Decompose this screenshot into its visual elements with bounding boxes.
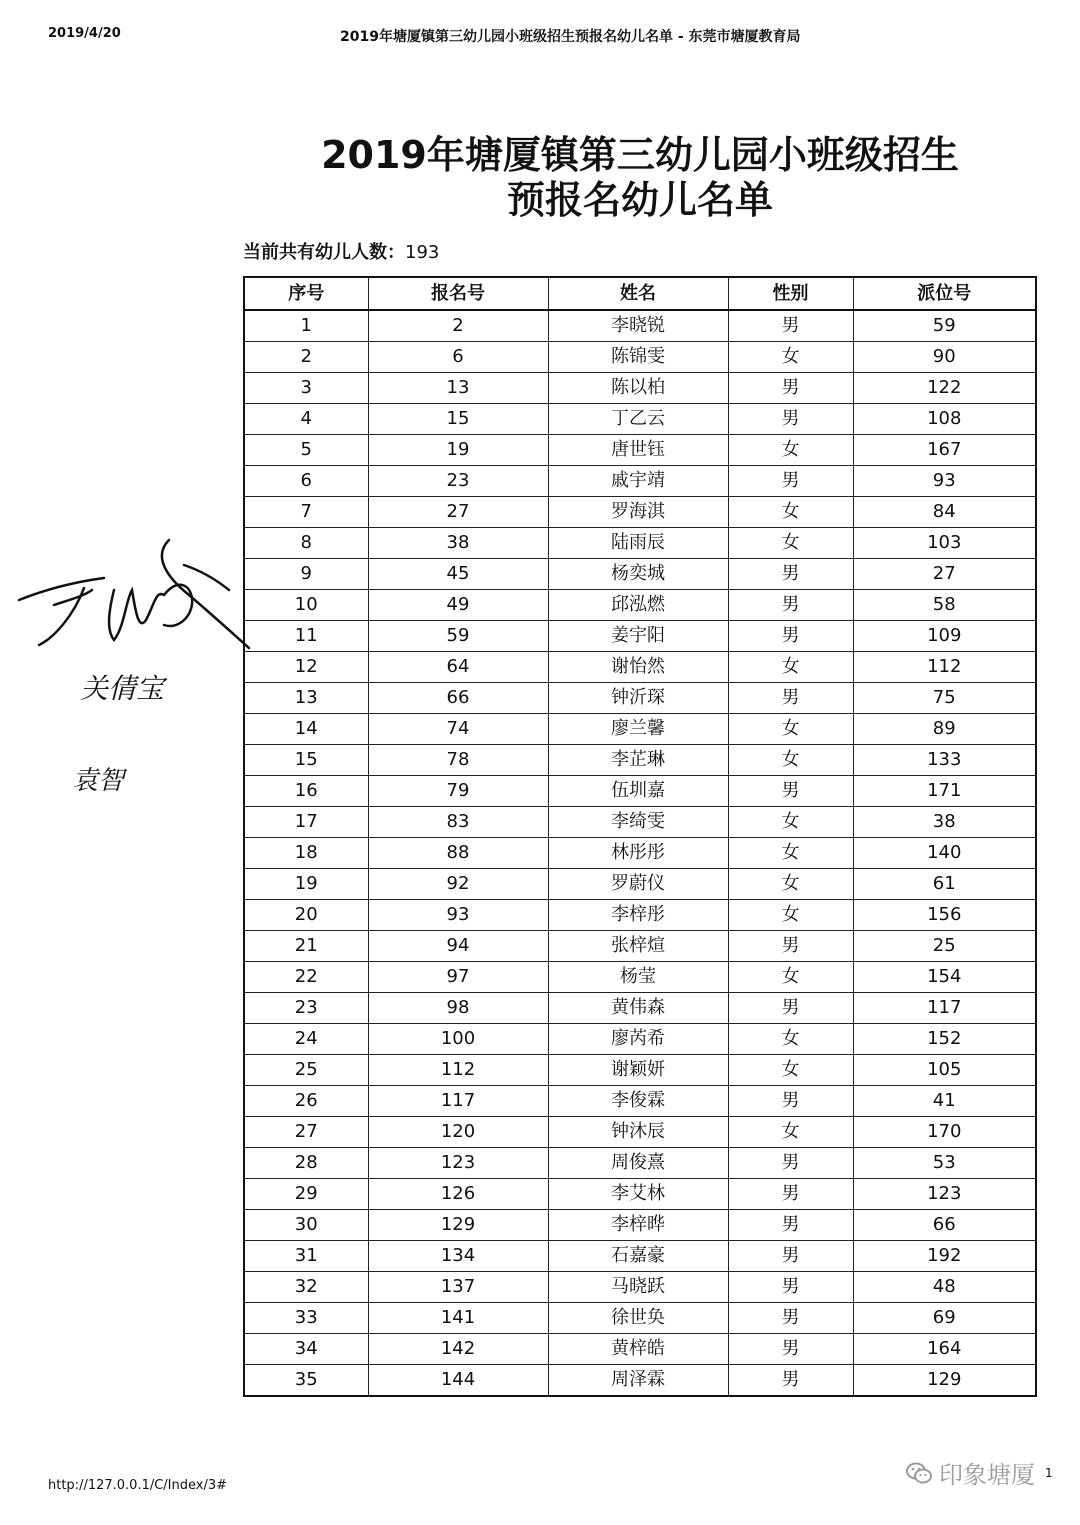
cell-lottery-no: 167	[853, 435, 1036, 466]
cell-gender: 女	[728, 962, 853, 993]
cell-gender: 男	[728, 310, 853, 342]
table-row	[244, 466, 1036, 497]
cell-name: 李艾林	[548, 1179, 728, 1210]
table-row	[244, 1272, 1036, 1303]
cell-gender: 女	[728, 528, 853, 559]
cell-lottery-no: 109	[853, 621, 1036, 652]
cell-gender: 男	[728, 1365, 853, 1397]
cell-gender: 男	[728, 1272, 853, 1303]
cell-reg-no: 49	[368, 590, 548, 621]
cell-seq: 32	[244, 1272, 368, 1303]
cell-gender: 女	[728, 807, 853, 838]
cell-reg-no: 74	[368, 714, 548, 745]
cell-gender: 女	[728, 435, 853, 466]
cell-reg-no: 2	[368, 310, 548, 342]
cell-seq: 22	[244, 962, 368, 993]
cell-name: 周泽霖	[548, 1365, 728, 1397]
cell-seq: 4	[244, 404, 368, 435]
cell-lottery-no: 192	[853, 1241, 1036, 1272]
table-row	[244, 776, 1036, 807]
table-row	[244, 1086, 1036, 1117]
cell-reg-no: 98	[368, 993, 548, 1024]
table-row	[244, 931, 1036, 962]
cell-lottery-no: 156	[853, 900, 1036, 931]
cell-name: 陈锦雯	[548, 342, 728, 373]
cell-gender: 男	[728, 1334, 853, 1365]
cell-reg-no: 117	[368, 1086, 548, 1117]
cell-gender: 男	[728, 1179, 853, 1210]
cell-seq: 30	[244, 1210, 368, 1241]
cell-reg-no: 78	[368, 745, 548, 776]
cell-seq: 29	[244, 1179, 368, 1210]
table-row	[244, 1334, 1036, 1365]
cell-gender: 男	[728, 621, 853, 652]
document-title-line2: 预报名幼儿名单	[506, 178, 773, 222]
cell-name: 李晓锐	[548, 310, 728, 342]
table-row	[244, 900, 1036, 931]
table-row	[244, 745, 1036, 776]
cell-reg-no: 13	[368, 373, 548, 404]
cell-gender: 男	[728, 1086, 853, 1117]
cell-name: 伍圳嘉	[548, 776, 728, 807]
cell-reg-no: 27	[368, 497, 548, 528]
cell-name: 石嘉豪	[548, 1241, 728, 1272]
cell-seq: 6	[244, 466, 368, 497]
wechat-icon	[905, 1460, 933, 1486]
cell-gender: 女	[728, 1024, 853, 1055]
header-reg-no: 报名号	[368, 277, 548, 310]
cell-name: 陈以柏	[548, 373, 728, 404]
cell-gender: 女	[728, 342, 853, 373]
cell-seq: 3	[244, 373, 368, 404]
table-row	[244, 1210, 1036, 1241]
table-row	[244, 1148, 1036, 1179]
cell-name: 丁乙云	[548, 404, 728, 435]
table-row	[244, 1024, 1036, 1055]
table-row	[244, 652, 1036, 683]
cell-reg-no: 129	[368, 1210, 548, 1241]
cell-reg-no: 142	[368, 1334, 548, 1365]
cell-lottery-no: 105	[853, 1055, 1036, 1086]
header-seq: 序号	[244, 277, 368, 310]
cell-lottery-no: 69	[853, 1303, 1036, 1334]
cell-gender: 男	[728, 776, 853, 807]
cell-reg-no: 45	[368, 559, 548, 590]
cell-lottery-no: 123	[853, 1179, 1036, 1210]
cell-reg-no: 100	[368, 1024, 548, 1055]
cell-gender: 男	[728, 373, 853, 404]
cell-name: 李俊霖	[548, 1086, 728, 1117]
cell-seq: 9	[244, 559, 368, 590]
cell-gender: 女	[728, 1055, 853, 1086]
cell-seq: 33	[244, 1303, 368, 1334]
cell-lottery-no: 27	[853, 559, 1036, 590]
table-row	[244, 869, 1036, 900]
cell-reg-no: 6	[368, 342, 548, 373]
cell-name: 陆雨辰	[548, 528, 728, 559]
cell-lottery-no: 58	[853, 590, 1036, 621]
table-row	[244, 1365, 1036, 1397]
cell-lottery-no: 133	[853, 745, 1036, 776]
document-title-line1: 2019年塘厦镇第三幼儿园小班级招生	[321, 133, 959, 177]
header-gender: 性别	[728, 277, 853, 310]
cell-reg-no: 126	[368, 1179, 548, 1210]
page-mark: 1	[1045, 1465, 1053, 1480]
cell-lottery-no: 117	[853, 993, 1036, 1024]
table-row	[244, 342, 1036, 373]
table-row	[244, 683, 1036, 714]
cell-name: 谢怡然	[548, 652, 728, 683]
cell-reg-no: 64	[368, 652, 548, 683]
enrollment-table	[243, 276, 1037, 1397]
cell-reg-no: 112	[368, 1055, 548, 1086]
table-row	[244, 1117, 1036, 1148]
cell-gender: 男	[728, 590, 853, 621]
cell-name: 廖芮希	[548, 1024, 728, 1055]
cell-name: 李绮雯	[548, 807, 728, 838]
cell-lottery-no: 122	[853, 373, 1036, 404]
cell-reg-no: 23	[368, 466, 548, 497]
footer-url: http://127.0.0.1/C/Index/3#	[48, 1478, 228, 1493]
cell-name: 杨奕城	[548, 559, 728, 590]
cell-lottery-no: 93	[853, 466, 1036, 497]
cell-seq: 14	[244, 714, 368, 745]
cell-seq: 10	[244, 590, 368, 621]
cell-lottery-no: 89	[853, 714, 1036, 745]
cell-reg-no: 94	[368, 931, 548, 962]
table-row	[244, 1055, 1036, 1086]
header-name: 姓名	[548, 277, 728, 310]
cell-gender: 女	[728, 652, 853, 683]
cell-seq: 8	[244, 528, 368, 559]
table-row	[244, 528, 1036, 559]
cell-seq: 31	[244, 1241, 368, 1272]
cell-lottery-no: 61	[853, 869, 1036, 900]
cell-seq: 17	[244, 807, 368, 838]
cell-name: 张梓煊	[548, 931, 728, 962]
cell-name: 徐世奂	[548, 1303, 728, 1334]
table-header-row	[244, 277, 1036, 310]
cell-name: 黄梓皓	[548, 1334, 728, 1365]
cell-name: 李芷琳	[548, 745, 728, 776]
cell-seq: 20	[244, 900, 368, 931]
cell-gender: 女	[728, 900, 853, 931]
cell-name: 黄伟森	[548, 993, 728, 1024]
cell-gender: 男	[728, 683, 853, 714]
table-row	[244, 373, 1036, 404]
cell-gender: 男	[728, 993, 853, 1024]
cell-reg-no: 93	[368, 900, 548, 931]
cell-lottery-no: 108	[853, 404, 1036, 435]
cell-reg-no: 59	[368, 621, 548, 652]
cell-name: 邱泓燃	[548, 590, 728, 621]
cell-seq: 19	[244, 869, 368, 900]
cell-seq: 7	[244, 497, 368, 528]
cell-lottery-no: 41	[853, 1086, 1036, 1117]
cell-lottery-no: 53	[853, 1148, 1036, 1179]
cell-name: 李梓晔	[548, 1210, 728, 1241]
cell-reg-no: 38	[368, 528, 548, 559]
cell-gender: 男	[728, 1148, 853, 1179]
table-body	[244, 310, 1036, 1396]
table-row	[244, 310, 1036, 342]
child-count-value: 193	[405, 242, 440, 263]
cell-lottery-no: 25	[853, 931, 1036, 962]
cell-gender: 女	[728, 838, 853, 869]
cell-reg-no: 123	[368, 1148, 548, 1179]
table-row	[244, 807, 1036, 838]
signature-3: 袁智	[72, 766, 125, 796]
cell-gender: 女	[728, 745, 853, 776]
cell-seq: 5	[244, 435, 368, 466]
table-row	[244, 559, 1036, 590]
cell-lottery-no: 38	[853, 807, 1036, 838]
cell-lottery-no: 112	[853, 652, 1036, 683]
table-row	[244, 621, 1036, 652]
cell-reg-no: 88	[368, 838, 548, 869]
cell-seq: 16	[244, 776, 368, 807]
table-row	[244, 497, 1036, 528]
cell-seq: 12	[244, 652, 368, 683]
print-date: 2019/4/20	[48, 26, 121, 41]
cell-reg-no: 97	[368, 962, 548, 993]
cell-gender: 男	[728, 466, 853, 497]
cell-lottery-no: 103	[853, 528, 1036, 559]
cell-seq: 26	[244, 1086, 368, 1117]
cell-seq: 24	[244, 1024, 368, 1055]
cell-reg-no: 92	[368, 869, 548, 900]
cell-seq: 27	[244, 1117, 368, 1148]
table-row	[244, 993, 1036, 1024]
cell-name: 周俊熹	[548, 1148, 728, 1179]
child-count	[243, 238, 439, 264]
cell-name: 马晓跃	[548, 1272, 728, 1303]
cell-gender: 男	[728, 404, 853, 435]
cell-seq: 34	[244, 1334, 368, 1365]
cell-name: 李梓彤	[548, 900, 728, 931]
cell-lottery-no: 170	[853, 1117, 1036, 1148]
cell-name: 罗蔚仪	[548, 869, 728, 900]
print-header-title: 2019年塘厦镇第三幼儿园小班级招生预报名幼儿名单 - 东莞市塘厦教育局	[340, 29, 801, 45]
cell-lottery-no: 152	[853, 1024, 1036, 1055]
cell-reg-no: 79	[368, 776, 548, 807]
signature-2: 关倩宝	[80, 672, 165, 705]
cell-lottery-no: 59	[853, 310, 1036, 342]
cell-lottery-no: 164	[853, 1334, 1036, 1365]
cell-name: 谢颖妍	[548, 1055, 728, 1086]
cell-seq: 21	[244, 931, 368, 962]
cell-reg-no: 134	[368, 1241, 548, 1272]
table-row	[244, 962, 1036, 993]
cell-gender: 男	[728, 1303, 853, 1334]
cell-lottery-no: 75	[853, 683, 1036, 714]
signature-1	[14, 520, 259, 660]
cell-lottery-no: 129	[853, 1365, 1036, 1397]
cell-gender: 女	[728, 869, 853, 900]
cell-seq: 28	[244, 1148, 368, 1179]
cell-reg-no: 83	[368, 807, 548, 838]
table-row	[244, 435, 1036, 466]
cell-lottery-no: 84	[853, 497, 1036, 528]
cell-lottery-no: 48	[853, 1272, 1036, 1303]
cell-seq: 23	[244, 993, 368, 1024]
table-row	[244, 1241, 1036, 1272]
cell-gender: 男	[728, 1241, 853, 1272]
cell-name: 钟沂琛	[548, 683, 728, 714]
table-row	[244, 1303, 1036, 1334]
cell-gender: 女	[728, 714, 853, 745]
cell-lottery-no: 90	[853, 342, 1036, 373]
cell-reg-no: 141	[368, 1303, 548, 1334]
cell-name: 唐世钰	[548, 435, 728, 466]
cell-seq: 18	[244, 838, 368, 869]
cell-gender: 女	[728, 497, 853, 528]
cell-seq: 1	[244, 310, 368, 342]
table-row	[244, 1179, 1036, 1210]
cell-name: 钟沐辰	[548, 1117, 728, 1148]
cell-name: 林彤彤	[548, 838, 728, 869]
table-row	[244, 404, 1036, 435]
cell-seq: 35	[244, 1365, 368, 1397]
cell-reg-no: 19	[368, 435, 548, 466]
cell-reg-no: 66	[368, 683, 548, 714]
cell-seq: 15	[244, 745, 368, 776]
watermark	[905, 1455, 1053, 1490]
cell-reg-no: 137	[368, 1272, 548, 1303]
cell-name: 戚宇靖	[548, 466, 728, 497]
table-row	[244, 590, 1036, 621]
cell-lottery-no: 154	[853, 962, 1036, 993]
child-count-label: 当前共有幼儿人数：	[243, 242, 405, 263]
cell-reg-no: 15	[368, 404, 548, 435]
cell-seq: 11	[244, 621, 368, 652]
table-row	[244, 714, 1036, 745]
cell-reg-no: 120	[368, 1117, 548, 1148]
watermark-text: 印象塘厦	[939, 1461, 1035, 1489]
cell-gender: 男	[728, 1210, 853, 1241]
cell-name: 廖兰馨	[548, 714, 728, 745]
cell-gender: 男	[728, 931, 853, 962]
cell-seq: 25	[244, 1055, 368, 1086]
cell-seq: 13	[244, 683, 368, 714]
cell-seq: 2	[244, 342, 368, 373]
cell-lottery-no: 66	[853, 1210, 1036, 1241]
cell-gender: 男	[728, 559, 853, 590]
cell-reg-no: 144	[368, 1365, 548, 1397]
cell-lottery-no: 140	[853, 838, 1036, 869]
cell-lottery-no: 171	[853, 776, 1036, 807]
header-lottery-no: 派位号	[853, 277, 1036, 310]
cell-name: 杨莹	[548, 962, 728, 993]
table-row	[244, 838, 1036, 869]
cell-name: 姜宇阳	[548, 621, 728, 652]
cell-name: 罗海淇	[548, 497, 728, 528]
cell-gender: 女	[728, 1117, 853, 1148]
